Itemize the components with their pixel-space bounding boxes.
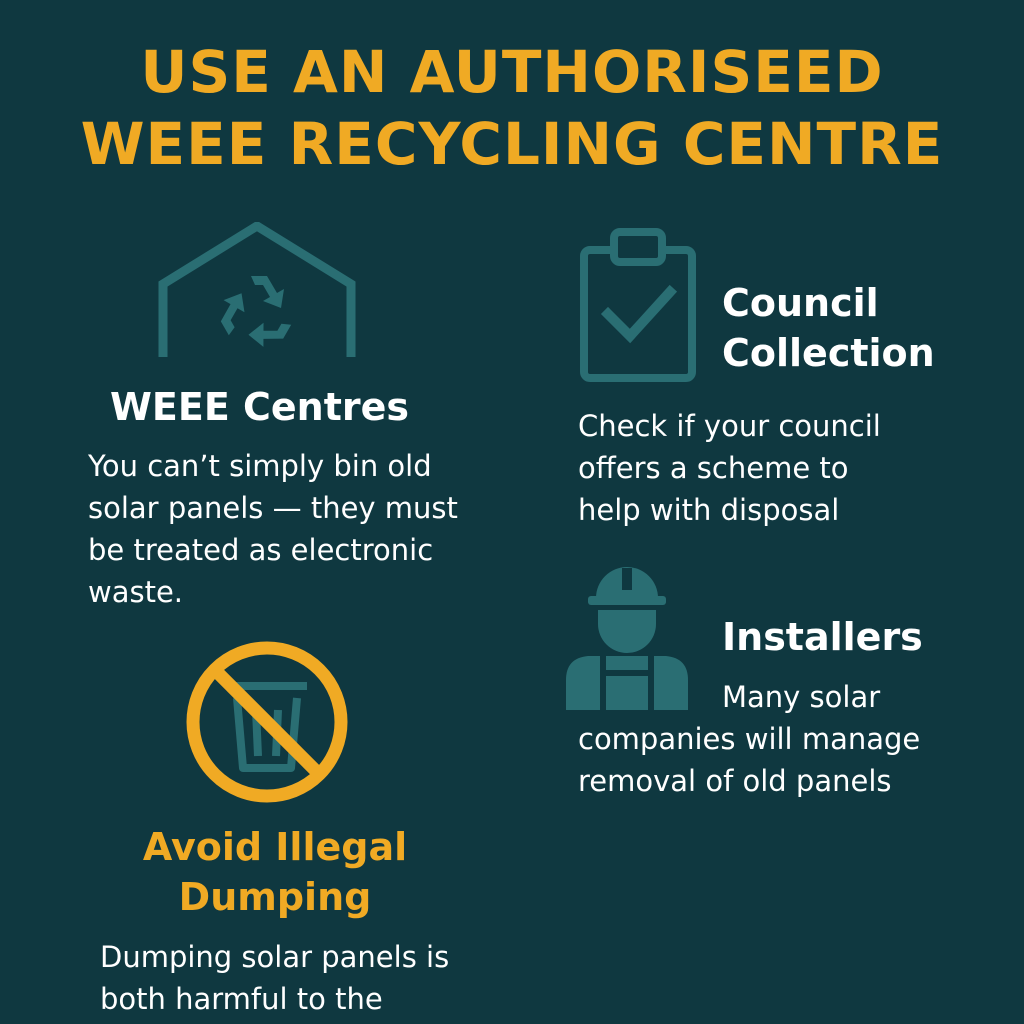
council-collection-heading [722,278,935,378]
installers-line-2: companies will manage [578,722,921,756]
council-line-1: Check if your council [578,409,881,443]
clipboard-check-icon [578,228,698,384]
weee-line-2: solar panels — they must [88,491,458,525]
weee-line-1: You can’t simply bin old [88,449,432,483]
house-recycle-icon [158,222,356,357]
installers-heading: Installers [722,615,923,659]
installers-line-1: Many solar [722,680,881,714]
council-collection-text [578,405,881,531]
avoid-dumping-text [100,936,449,1020]
weee-centres-heading: WEEE Centres [110,385,410,429]
avoid-dumping-heading [110,822,440,922]
council-heading-line-1: Council [722,281,879,325]
installers-line-3: removal of old panels [578,764,892,798]
council-line-2: offers a scheme to [578,451,849,485]
checkmark-icon [608,292,670,336]
weee-centres-text [88,445,458,613]
page-title [0,36,1024,180]
title-line-1: USE AN AUTHORISEED [140,38,884,106]
council-heading-line-2: Collection [722,331,935,375]
council-line-3: help with disposal [578,493,840,527]
dump-heading-line-2: Dumping [178,875,372,919]
recycle-icon [212,276,291,353]
dump-heading-line-1: Avoid Illegal [142,825,408,869]
weee-line-3: be treated as electronic [88,533,434,567]
dump-line-1: Dumping solar panels is [100,940,450,974]
dump-line-2: both harmful to the [100,982,383,1016]
title-line-2: WEEE RECYCLING CENTRE [80,110,944,178]
no-bin-icon [183,638,351,806]
installers-text [578,676,920,802]
weee-line-4: waste. [88,575,184,609]
